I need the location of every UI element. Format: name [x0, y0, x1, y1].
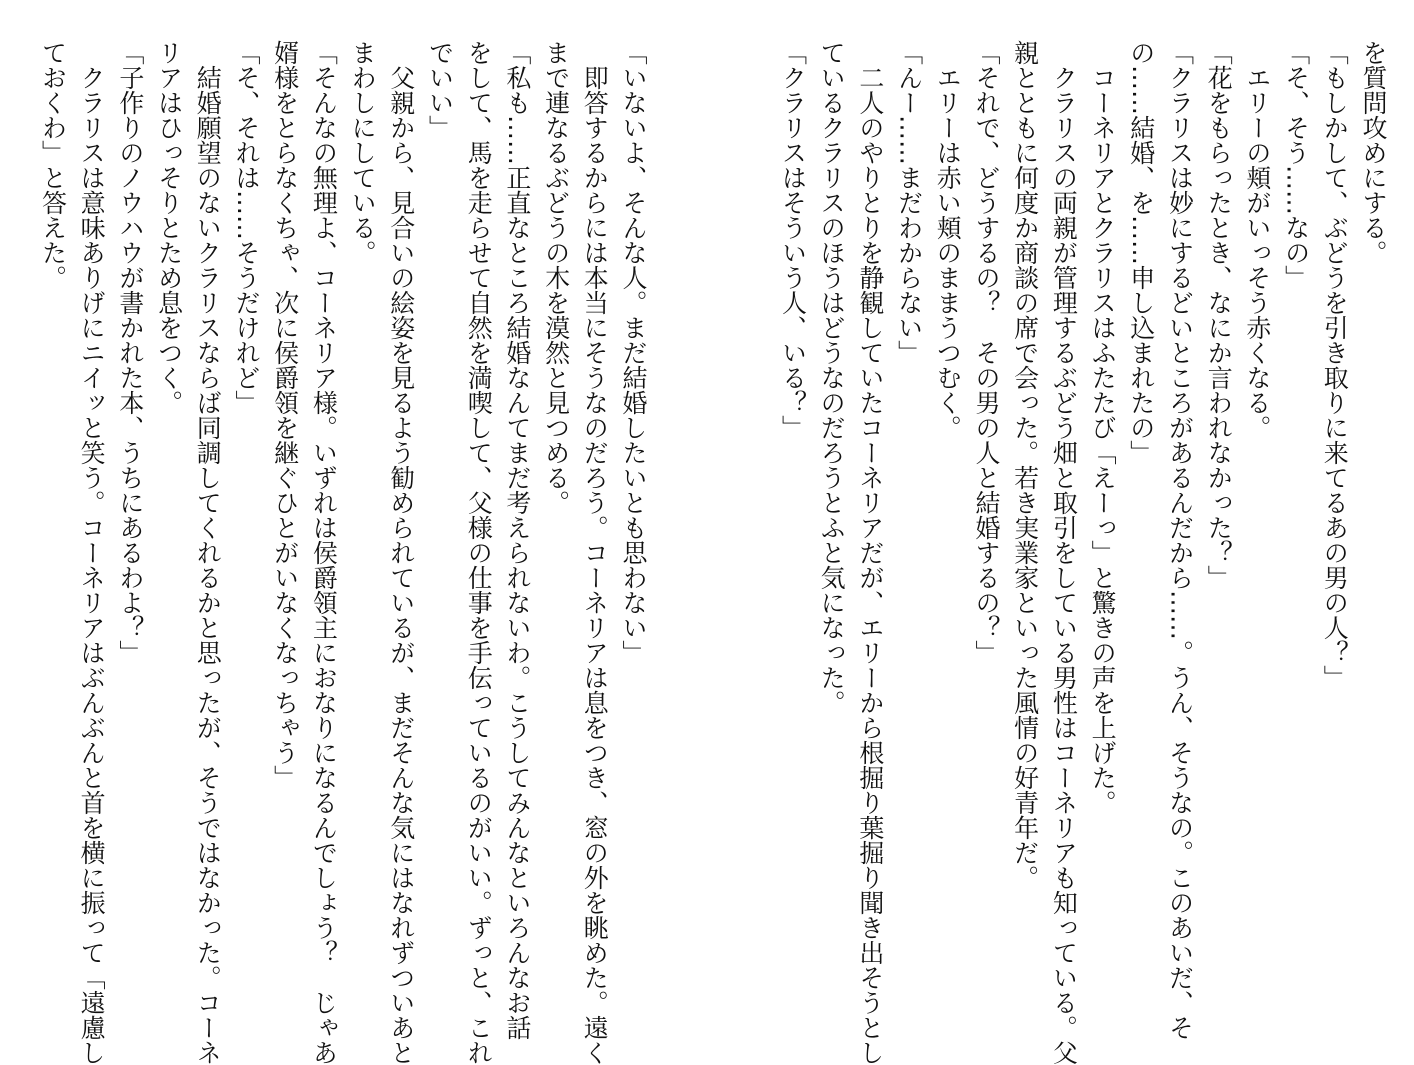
text-line: でいい」 — [425, 40, 455, 140]
text-line: リアはひっそりとため息をつく。 — [154, 40, 184, 415]
text-line: ておくわ」と答えた。 — [38, 40, 68, 290]
text-line: を質問攻めにする。 — [1359, 40, 1388, 265]
text-line: 「花をもらったとき、なにか言われなかった？」 — [1204, 40, 1234, 590]
text-line: 「そ、そう……なの」 — [1281, 40, 1311, 290]
text-line: 「んー……まだわからない」 — [894, 40, 924, 365]
left-page-text — [38, 0, 652, 1065]
text-line: 親とともに何度か商談の席で会った。若き実業家といった風情の好青年だ。 — [1010, 40, 1040, 890]
text-line: 「もしかして、ぶどうを引き取りに来てるあの男の人？」 — [1320, 40, 1350, 690]
text-line: エリーの頬がいっそう赤くなる。 — [1242, 40, 1272, 440]
text-line: 「そんなの無理よ、コーネリア様。いずれは侯爵領主におなりになるんでしょう？ じゃあ — [309, 40, 339, 1065]
text-line: クラリスは意味ありげにニイッと笑う。コーネリアはぶんぶんと首を横に振って「遠慮し — [77, 40, 107, 1065]
right-page-text — [752, 0, 1392, 1065]
text-line: 婿様をとらなくちゃ、次に侯爵領を継ぐひとがいなくなっちゃう」 — [270, 40, 300, 790]
text-line: をして、馬を走らせて自然を満喫して、父様の仕事を手伝っているのがいい。ずっと、これ — [464, 40, 494, 1065]
text-line: 「クラリスはそういう人、いる？」 — [778, 40, 808, 440]
text-line: ているクラリスのほうはどうなのだろうとふと気になった。 — [817, 40, 847, 715]
text-line: クラリスの両親が管理するぶどう畑と取引をしている男性はコーネリアも知っている。父 — [1049, 40, 1079, 1065]
text-line: 「私も……正直なところ結婚なんてまだ考えられないわ。こうしてみんなといろんなお話 — [502, 40, 532, 1040]
text-line: 「それで、どうするの？ その男の人と結婚するの？」 — [971, 40, 1001, 665]
text-line: 「子作りのノウハウが書かれた本、うちにあるわよ？」 — [115, 40, 145, 665]
text-line: まわしにしている。 — [348, 40, 378, 265]
text-line: 「クラリスは妙にするどいところがあるんだから……。うん、そうなの。このあいだ、そ — [1165, 40, 1195, 1040]
text-line: 「そ、それは……そうだけれど」 — [231, 40, 261, 415]
text-line: 「いないよ、そんな人。まだ結婚したいとも思わない」 — [619, 40, 648, 665]
text-line: 二人のやりとりを静観していたコーネリアだが、エリーから根掘り葉掘り聞き出そうとし — [855, 40, 885, 1065]
text-line: 結婚願望のないクラリスならば同調してくれるかと思ったが、そうではなかった。コーネ — [193, 40, 223, 1065]
text-line: 即答するからには本当にそうなのだろう。コーネリアは息をつき、窓の外を眺めた。遠く — [580, 40, 610, 1065]
text-line: コーネリアとクラリスはふたたび「えーっ」と驚きの声を上げた。 — [1088, 40, 1118, 815]
text-line: まで連なるぶどうの木を漠然と見つめる。 — [541, 40, 571, 515]
text-line: エリーは赤い頬のままうつむく。 — [933, 40, 963, 440]
text-line: の……結婚、を……申し込まれたの」 — [1126, 40, 1156, 465]
text-line: 父親から、見合いの絵姿を見るよう勧められているが、まだそんな気にはなれずついあと — [386, 40, 416, 1065]
